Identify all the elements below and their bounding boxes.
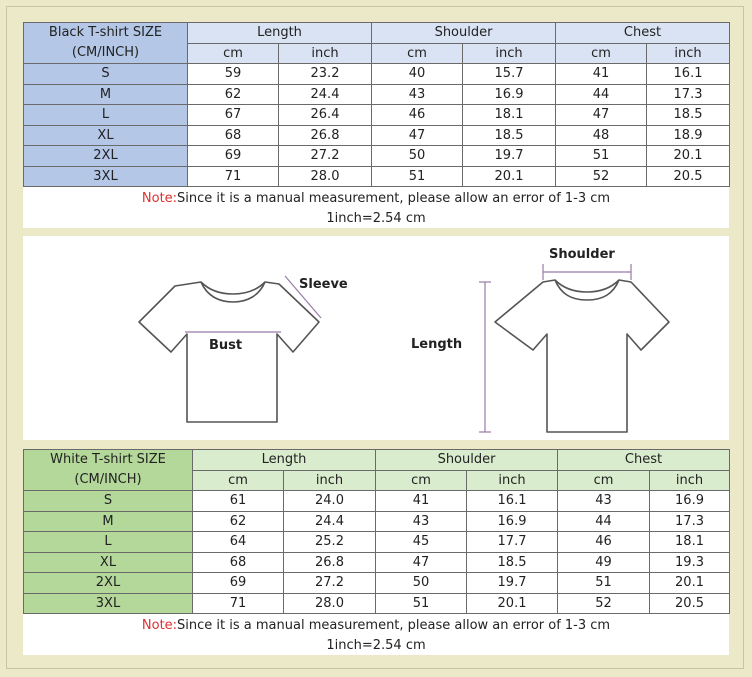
table-cell: 20.5 [647,166,730,187]
table-cell: 17.3 [647,84,730,105]
table-cell: 15.7 [463,64,556,85]
table-row [24,491,730,512]
table-cell: 48 [556,125,647,146]
table-cell: 71 [188,166,279,187]
table-cell: 52 [558,593,650,614]
table-cell: 20.1 [647,146,730,167]
table-cell: 43 [558,491,650,512]
table-cell: 71 [193,593,284,614]
table-cell: 19.7 [463,146,556,167]
white-size-chart [23,449,729,655]
table-cell: 17.7 [467,532,558,553]
note-text: Since it is a manual measurement, please allow an error of 1-3 cm [177,191,611,206]
table-cell: 18.5 [463,125,556,146]
table-row [24,64,730,85]
table-cell: 20.5 [650,593,730,614]
table-cell: 27.2 [284,573,376,594]
table-cell: 16.9 [650,491,730,512]
diagram-canvas [23,236,729,440]
table-cell: 18.1 [463,105,556,126]
unit-header: inch [463,43,556,64]
table-cell: 59 [188,64,279,85]
table-cell: 49 [558,552,650,573]
table-cell: 47 [556,105,647,126]
table-cell: 50 [372,146,463,167]
table-cell: 24.4 [279,84,372,105]
table-row [24,146,730,167]
table-row [24,166,730,187]
unit-header: cm [188,43,279,64]
table-cell: 16.1 [647,64,730,85]
table-cell: 45 [376,532,467,553]
tshirt-back-icon [495,280,669,432]
table-cell: 40 [372,64,463,85]
unit-header: inch [650,470,730,491]
unit-header: cm [558,470,650,491]
size-label: L [24,105,188,126]
table-cell: 16.9 [467,511,558,532]
black-size-table [23,22,730,187]
size-label: 3XL [24,166,188,187]
table-cell: 16.1 [467,491,558,512]
table-cell: 16.9 [463,84,556,105]
table-cell: 28.0 [279,166,372,187]
table-cell: 68 [188,125,279,146]
table-row [24,532,730,553]
table-unit-label: (CM/INCH) [74,472,142,487]
table-cell: 20.1 [650,573,730,594]
note-label: Note: [141,191,178,206]
unit-header: inch [467,470,558,491]
table-title-cell [24,450,193,491]
size-label: XL [24,125,188,146]
group-header-shoulder: Shoulder [372,23,556,44]
table-cell: 62 [188,84,279,105]
table-cell: 47 [376,552,467,573]
table-cell: 47 [372,125,463,146]
table-cell: 43 [376,511,467,532]
unit-header: cm [376,470,467,491]
table-title: Black T-shirt SIZE [48,25,163,40]
size-label: M [24,511,193,532]
table-cell: 52 [556,166,647,187]
group-header-length: Length [188,23,372,44]
table-cell: 68 [193,552,284,573]
table-cell: 46 [372,105,463,126]
size-label: 3XL [24,593,193,614]
table-row [24,105,730,126]
table-cell: 61 [193,491,284,512]
table-cell: 18.5 [467,552,558,573]
label-length: Length [411,337,463,352]
table-cell: 24.0 [284,491,376,512]
unit-header: inch [284,470,376,491]
label-shoulder: Shoulder [549,247,615,262]
table-cell: 26.4 [279,105,372,126]
measurement-diagram [23,236,729,440]
note-label: Note: [141,618,178,633]
table-cell: 64 [193,532,284,553]
size-label: M [24,84,188,105]
size-label: XL [24,552,193,573]
table-cell: 20.1 [463,166,556,187]
table-unit-label: (CM/INCH) [71,45,140,60]
conversion-note: 1inch=2.54 cm [326,211,426,226]
table-cell: 69 [193,573,284,594]
table-row [24,573,730,594]
unit-header: cm [372,43,463,64]
table-cell: 24.4 [284,511,376,532]
table-title: White T-shirt SIZE [50,452,166,467]
table-cell: 62 [193,511,284,532]
size-label: 2XL [24,146,188,167]
measurement-note [23,614,729,636]
table-cell: 26.8 [284,552,376,573]
table-cell: 23.2 [279,64,372,85]
table-cell: 51 [372,166,463,187]
conversion-note: 1inch=2.54 cm [326,638,426,653]
group-header-shoulder: Shoulder [376,450,558,471]
note-text: Since it is a manual measurement, please allow an error of 1-3 cm [177,618,611,633]
unit-header: cm [556,43,647,64]
label-sleeve: Sleeve [299,277,348,292]
table-cell: 41 [556,64,647,85]
table-cell: 25.2 [284,532,376,553]
table-cell: 44 [558,511,650,532]
table-title-cell [24,23,188,64]
table-cell: 27.2 [279,146,372,167]
table-cell: 51 [556,146,647,167]
table-row [24,552,730,573]
table-cell: 18.5 [647,105,730,126]
size-label: S [24,491,193,512]
table-cell: 51 [558,573,650,594]
table-cell: 43 [372,84,463,105]
table-cell: 46 [558,532,650,553]
table-cell: 20.1 [467,593,558,614]
table-cell: 41 [376,491,467,512]
size-label: L [24,532,193,553]
measurement-note [23,187,729,209]
table-cell: 26.8 [279,125,372,146]
table-cell: 18.9 [647,125,730,146]
black-size-chart [23,22,729,228]
table-cell: 19.7 [467,573,558,594]
white-size-table [23,449,730,614]
table-cell: 19.3 [650,552,730,573]
group-header-chest: Chest [556,23,730,44]
table-cell: 44 [556,84,647,105]
unit-header: inch [279,43,372,64]
table-cell: 51 [376,593,467,614]
table-cell: 17.3 [650,511,730,532]
table-cell: 50 [376,573,467,594]
table-row [24,593,730,614]
table-cell: 28.0 [284,593,376,614]
table-cell: 69 [188,146,279,167]
group-header-length: Length [193,450,376,471]
table-cell: 18.1 [650,532,730,553]
table-row [24,84,730,105]
unit-header: inch [647,43,730,64]
unit-header: cm [193,470,284,491]
label-bust: Bust [209,338,243,353]
table-row [24,125,730,146]
group-header-chest: Chest [558,450,730,471]
table-row [24,511,730,532]
table-cell: 67 [188,105,279,126]
size-label: S [24,64,188,85]
size-label: 2XL [24,573,193,594]
